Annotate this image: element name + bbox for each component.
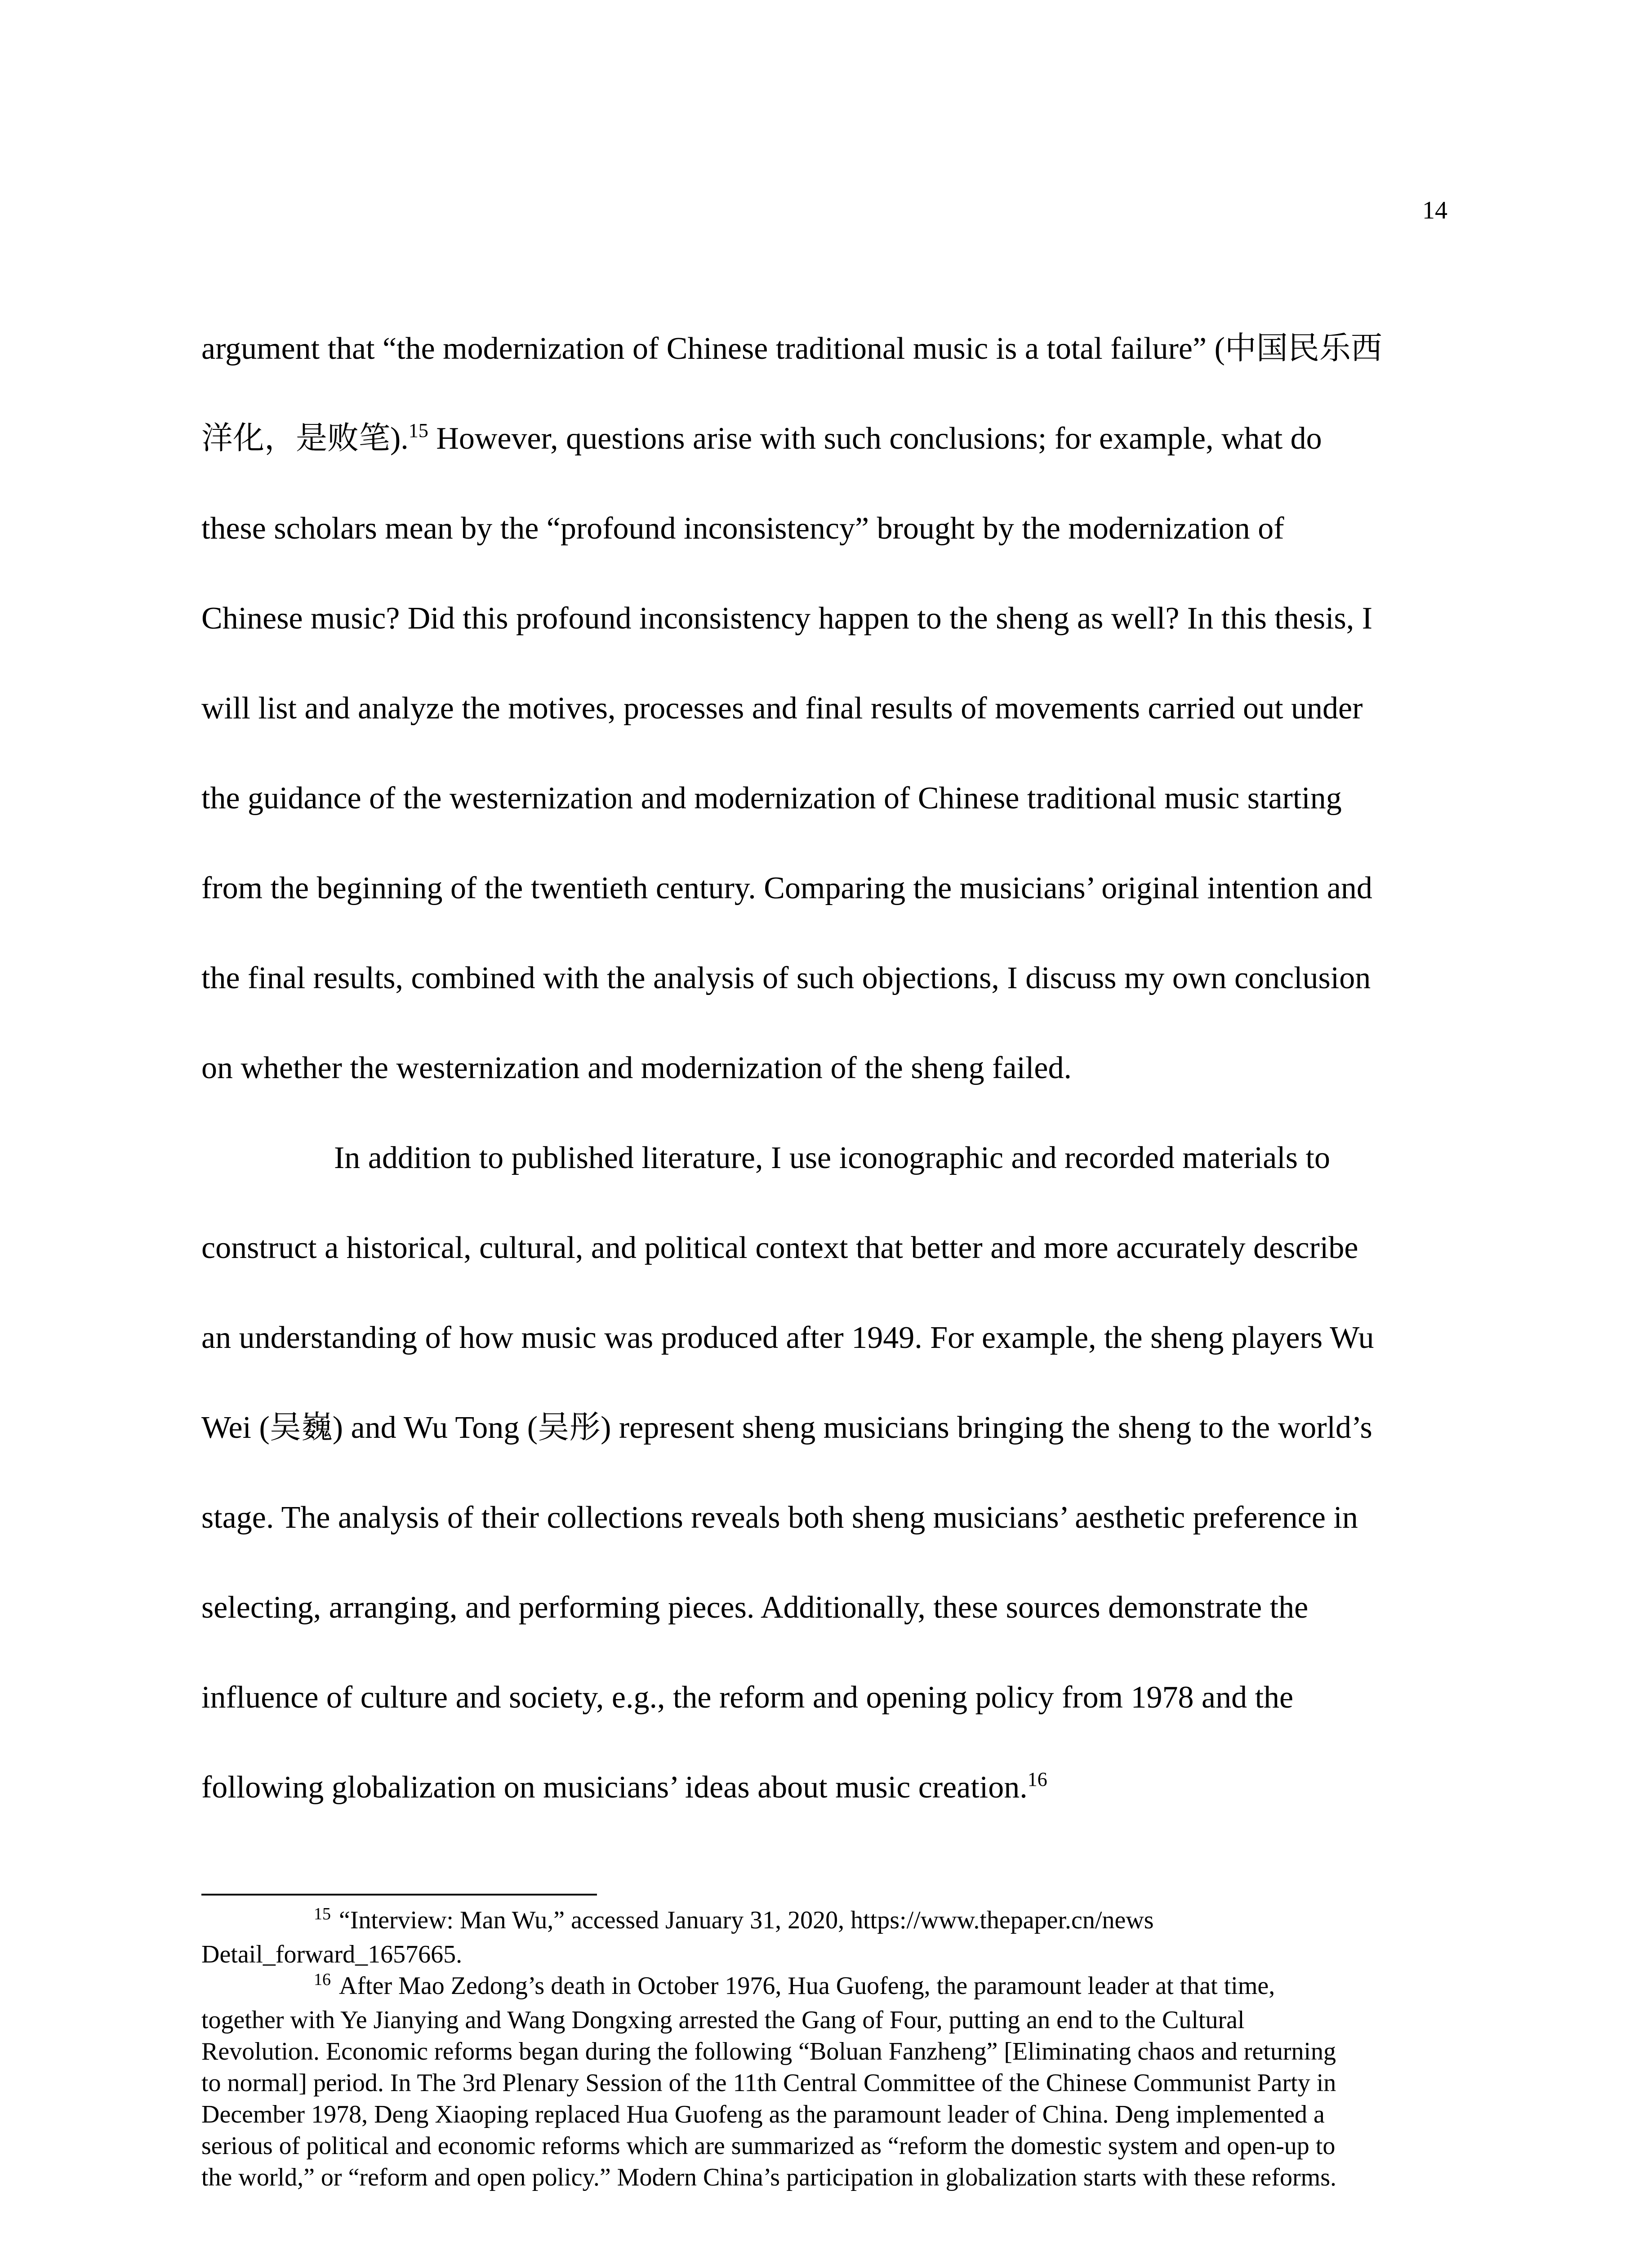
paragraph-1-line-2-start: 洋化，是败笔). [201, 421, 409, 456]
footnote-15-line-2: Detail_forward_1657665. [201, 1940, 463, 1968]
footnote-16-line-6: serious of political and economic reforms which are summarized as “reform the domestic system and open-up to [201, 2132, 1336, 2160]
paragraph-2-line-5: stage. The analysis of their collections reveals both sheng musicians’ aesthetic preference in [201, 1500, 1358, 1535]
paragraph-1-line-3: these scholars mean by the “profound inconsistency” brought by the modernization of [201, 511, 1284, 546]
paragraph-2-line-7: influence of culture and society, e.g., the reform and opening policy from 1978 and the [201, 1680, 1294, 1715]
paragraph-2-line-2: construct a historical, cultural, and political context that better and more accurately describe [201, 1231, 1358, 1265]
paragraph-2-line-6: selecting, arranging, and performing pieces. Additionally, these sources demonstrate the [201, 1590, 1309, 1625]
paragraph-1-line-2-end: However, questions arise with such conclusions; for example, what do [428, 421, 1322, 456]
footnotes [201, 1905, 1456, 2193]
paragraph-2-line-4: Wei (吴巍) and Wu Tong (吴彤) represent sheng musicians bringing the sheng to the world’s [201, 1410, 1372, 1445]
paragraph-1-line-1: argument that “the modernization of Chinese traditional music is a total failure” (中国民乐西 [201, 331, 1382, 366]
footnote-16-text-1: After Mao Zedong’s death in October 1976, Hua Guofeng, the paramount leader at that time, [339, 1972, 1275, 2000]
footnote-ref-15[interactable]: 15 [408, 419, 428, 442]
paragraph-1-line-4: Chinese music? Did this profound inconsistency happen to the sheng as well? In this thesis, I [201, 601, 1373, 636]
footnote-16-line-5: December 1978, Deng Xiaoping replaced Hua Guofeng as the paramount leader of China. Deng implemented a [201, 2101, 1325, 2128]
footnote-separator [201, 1894, 597, 1896]
footnote-16-line-2: together with Ye Jianying and Wang Dongxing arrested the Gang of Four, putting an end to the Cultural [201, 2006, 1245, 2034]
paragraph-1-line-8: the final results, combined with the analysis of such objections, I discuss my own conclusion [201, 961, 1371, 995]
footnote-15-line-1 [201, 1905, 1456, 1939]
paragraph-1-line-9: on whether the westernization and modernization of the sheng failed. [201, 1051, 1072, 1085]
paragraph-2-line-3: an understanding of how music was produced after 1949. For example, the sheng players Wu [201, 1320, 1374, 1355]
page-number: 14 [1422, 196, 1447, 224]
main-text [201, 304, 1456, 1833]
paragraph-2-line-1: In addition to published literature, I use iconographic and recorded materials to [334, 1141, 1330, 1175]
paragraph-2-line-8 [201, 1743, 1456, 1833]
footnote-15-mark: 15 [314, 1905, 331, 1923]
footnote-16-line-7: the world,” or “reform and open policy.” Modern China’s participation in globalization starts with these reforms. [201, 2163, 1337, 2191]
footnote-16-line-1 [201, 1970, 1456, 2004]
paragraph-1-line-6: the guidance of the westernization and modernization of Chinese traditional music starting [201, 781, 1342, 816]
paragraph-1-line-7: from the beginning of the twentieth century. Comparing the musicians’ original intention and [201, 871, 1372, 905]
paragraph-1-line-5: will list and analyze the motives, processes and final results of movements carried out under [201, 691, 1363, 726]
footnote-16-line-3: Revolution. Economic reforms began during the following “Boluan Fanzheng” [Eliminating chaos and returning [201, 2038, 1336, 2065]
footnote-15-text-1: “Interview: Man Wu,” accessed January 31, 2020, https://www.thepaper.cn/news [339, 1906, 1154, 1934]
paragraph-2-line-8-text: following globalization on musicians’ ideas about music creation. [201, 1770, 1028, 1805]
paragraph-1-line-2 [201, 394, 1456, 484]
footnote-16-mark: 16 [314, 1970, 331, 1989]
footnote-ref-16[interactable]: 16 [1027, 1768, 1047, 1790]
footnote-16-line-4: to normal] period. In The 3rd Plenary Session of the 11th Central Committee of the Chinese Communist Party in [201, 2069, 1336, 2097]
